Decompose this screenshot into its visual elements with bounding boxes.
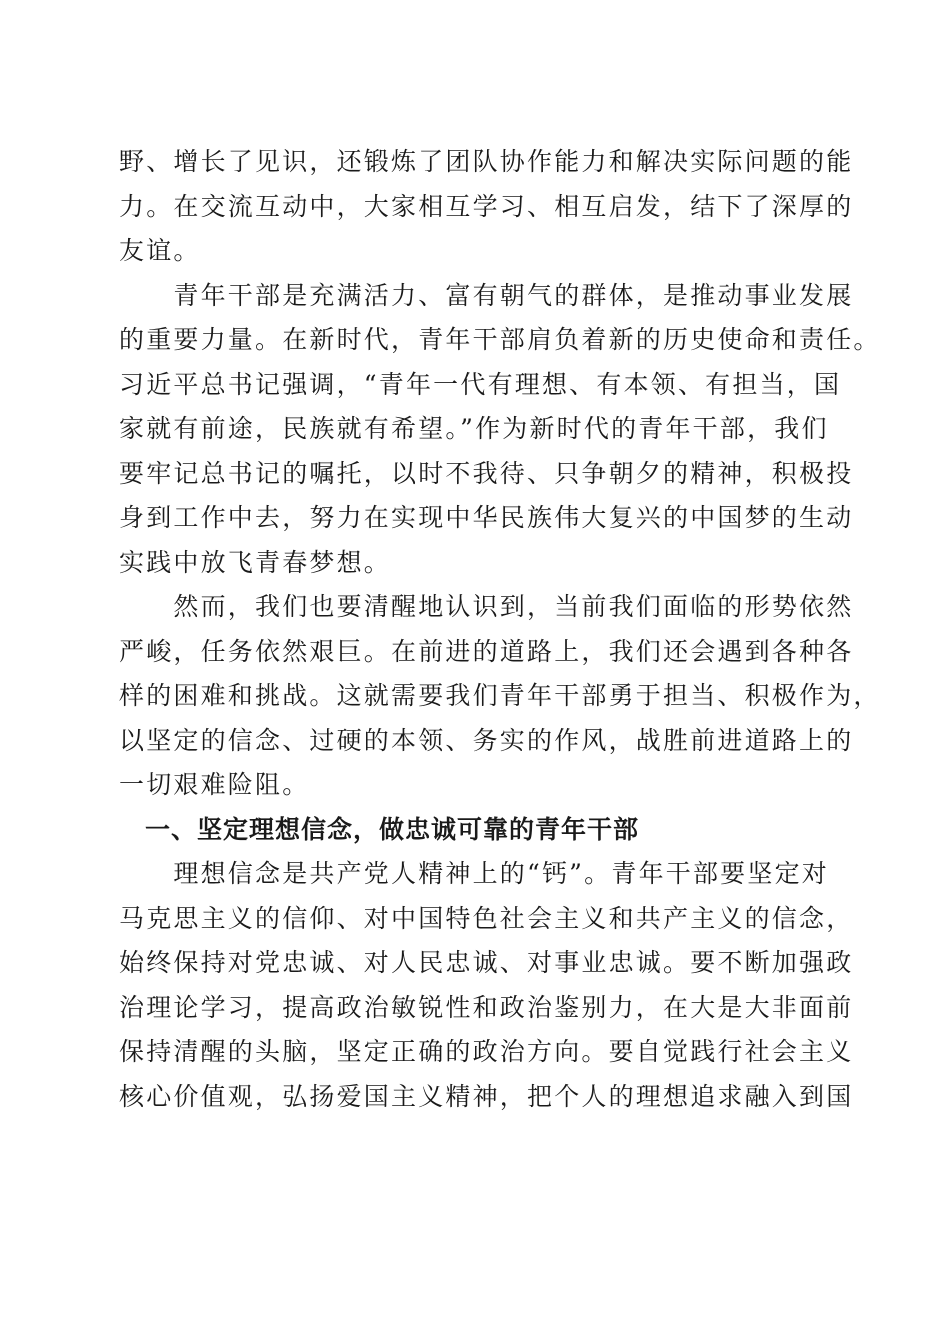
paragraph-1	[119, 140, 854, 274]
text-line: 马克思主义的信仰、对中国特色社会主义和共产主义的信念，	[119, 903, 854, 933]
text-line: 以坚定的信念、过硬的本领、务实的作风，战胜前进道路上的	[119, 725, 854, 755]
text-line: 始终保持对党忠诚、对人民忠诚、对事业忠诚。要不断加强政	[119, 948, 854, 977]
text-line: 友谊。	[119, 236, 201, 265]
paragraph-3	[119, 585, 881, 808]
text-line: 青年干部是充满活力、富有朝气的群体，是推动事业发展	[119, 280, 854, 310]
text-line: 严峻，任务依然艰巨。在前进的道路上，我们还会遇到各种各	[119, 636, 854, 666]
text-line: 保持清醒的头脑，坚定正确的政治方向。要自觉践行社会主义	[119, 1037, 854, 1066]
paragraph-2	[119, 274, 881, 586]
text-line: 核心价值观，弘扬爱国主义精神，把个人的理想追求融入到国	[119, 1081, 854, 1111]
paragraph-4	[119, 852, 854, 1119]
text-line: 理想信念是共产党人精神上的“钙”。青年干部要坚定对	[119, 859, 829, 888]
document-body	[119, 140, 881, 1119]
text-line: 习近平总书记强调，“青年一代有理想、有本领、有担当，国	[119, 369, 842, 399]
text-line: 身到工作中去，努力在实现中华民族伟大复兴的中国梦的生动	[119, 503, 854, 532]
text-line: 家就有前途，民族就有希望。”作为新时代的青年干部，我们	[119, 414, 829, 443]
text-line: 野、增长了见识，还锻炼了团队协作能力和解决实际问题的能	[119, 147, 854, 176]
heading-line: 一、坚定理想信念，做忠诚可靠的青年干部	[119, 814, 640, 844]
text-line: 样的困难和挑战。这就需要我们青年干部勇于担当、积极作为，	[119, 681, 881, 710]
text-line: 实践中放飞青春梦想。	[119, 547, 392, 577]
text-line: 力。在交流互动中，大家相互学习、相互启发，结下了深厚的	[119, 191, 854, 221]
text-line: 的重要力量。在新时代，青年干部肩负着新的历史使命和责任。	[119, 325, 881, 354]
text-line: 然而，我们也要清醒地认识到，当前我们面临的形势依然	[119, 592, 854, 621]
text-line: 要牢记总书记的嘱托，以时不我待、只争朝夕的精神，积极投	[119, 458, 854, 488]
text-line: 一切艰难险阻。	[119, 770, 310, 799]
text-line: 治理论学习，提高政治敏锐性和政治鉴别力，在大是大非面前	[119, 992, 854, 1022]
section-heading	[119, 808, 839, 853]
